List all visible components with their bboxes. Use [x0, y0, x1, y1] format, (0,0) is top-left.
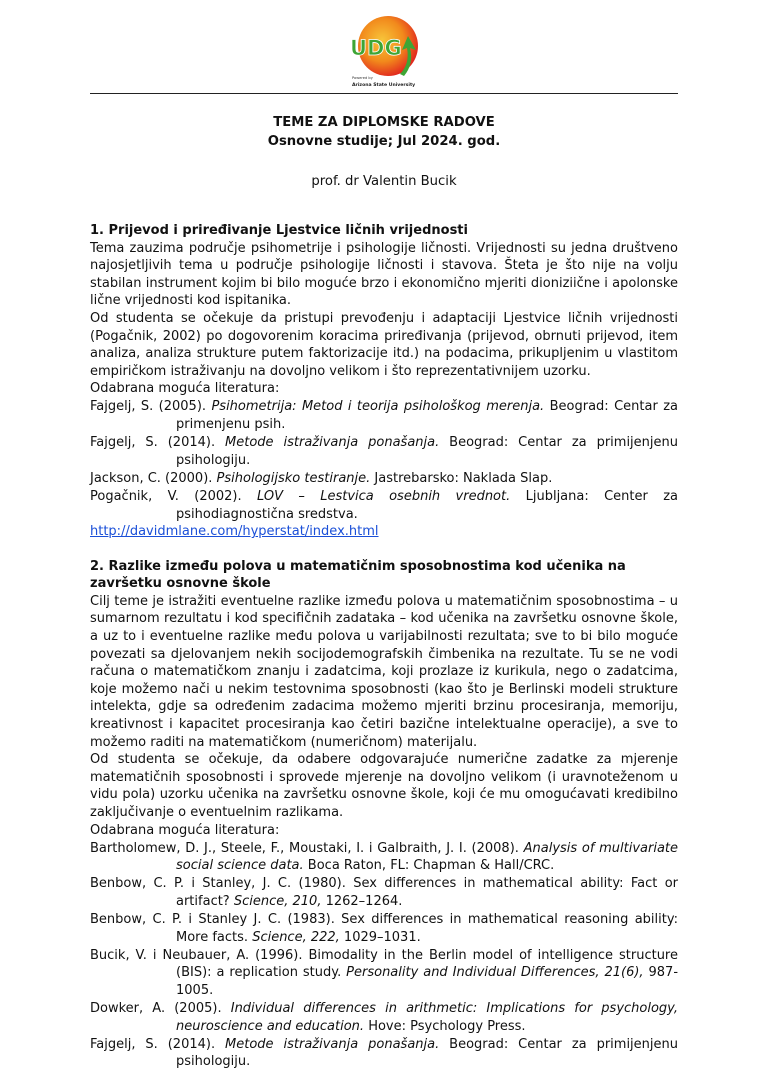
author: prof. dr Valentin Bucik: [311, 174, 457, 189]
logo-powered-by: Powered by: [352, 76, 373, 80]
reference-item: Bucik, V. i Neubauer, A. (1996). Bimodality in the Berlin model of intelligence structure (BIS): a replication study. Personality and Individual Differences, 21(6), 987-1005.: [90, 947, 679, 998]
udg-logo: [344, 12, 426, 94]
hyperstat-link[interactable]: http://davidmlane.com/hyperstat/index.html: [90, 524, 379, 540]
title-block: [90, 113, 678, 191]
document-title: TEME ZA DIPLOMSKE RADOVE: [273, 115, 495, 130]
reference-item: Benbow, C. P. i Stanley J. C. (1983). Sex differences in mathematical reasoning ability: More facts. Science, 222, 1029–1031.: [90, 912, 678, 945]
section-2-heading: 2. Razlike između polova u matematičnim sposobnostima kod učenika na završetku osnovne škole: [90, 558, 626, 592]
reference-item: Bartholomew, D. J., Steele, F., Moustaki, I. i Galbraith, J. I. (2008). Analysis of multivariate social science data. Boca Raton, FL: Chapman & Hall/CRC.: [90, 840, 679, 874]
reference-item: Jackson, C. (2000). Psihologijsko testiranje. Jastrebarsko: Naklada Slap.: [90, 470, 553, 486]
section-1-paragraph-2: Od studenta se očekuje da pristupi prevođenju i adaptaciji Ljestvice ličnih vrijednosti (Pogačnik, 2002) po dogovorenim koracima priređivanja (prijevod, obrnuti prijevod, item analiza, analiza strukture putem faktorizacije itd.) na podacima, prikupljenim u vlastitom empiričkom istraživanju na dovoljno velikom i što reprezentativnijem uzorku.: [90, 310, 678, 379]
section-1-literature-label: Odabrana moguća literatura:: [90, 381, 280, 397]
reference-item: Fajgelj, S. (2005). Psihometrija: Metod i teorija psihološkog merenja. Beograd: Centar za primenjenu psih.: [90, 399, 679, 433]
reference-item: Dowker, A. (2005). Individual differences in arithmetic: Implications for psychology, neuroscience and education. Hove: Psychology Press.: [90, 1001, 678, 1034]
section-2-paragraph-2: Od studenta se očekuje, da odabere odgovarajuće numerične zadatke za mjerenje matematičnih sposobnosti i sprovede mjerenje na dovoljno velikom (i uravnoteženom u vidu pola) uzorku učenika na završetku osnovne škole, koji će mu omogućavati kredibilno zaključivanje o eventuelnim razlikama.: [90, 752, 678, 820]
section-1-heading: 1. Prijevod i priređivanje Ljestvice ličnih vrijednosti: [90, 223, 468, 238]
reference-item: Benbow, C. P. i Stanley, J. C. (1980). Sex differences in mathematical ability: Fact or artifact? Science, 210, 1262–1264.: [90, 876, 678, 909]
logo-wordmark: UDG: [350, 36, 402, 60]
document-subtitle: Osnovne studije; Jul 2024. god.: [267, 134, 501, 149]
section-1-paragraph-1: Tema zauzima područje psihometrije i psihologije ličnosti. Vrijednosti su jedna društveno najosjetljivih tema u područje psihologije ličnosti i stavova. Šteta je što nije na volju stabilan instrument kojim bi bilo moguće brzo i ekonomično mjeriti dioniziične i apolonske lične vrijednosti kod ispitanika.: [90, 240, 678, 309]
logo-university: Arizona State University: [352, 83, 416, 88]
reference-item: Pogačnik, V. (2002). LOV – Lestvica osebnih vrednot. Ljubljana: Center za psihodiagnostična sredstva.: [90, 488, 679, 522]
header-rule: [90, 93, 678, 94]
document-body: [90, 222, 678, 1071]
reference-item: Fajgelj, S. (2014). Metode istraživanja ponašanja. Beograd: Centar za primijenjenu psihologiju.: [90, 435, 678, 468]
section-2-literature-label: Odabrana moguća literatura:: [90, 822, 280, 838]
section-2-paragraph-1: Cilj teme je istražiti eventuelne razlike između polova u matematičnim sposobnostima – u sumarnom rezultatu i kod specifičnih zadataka – kod učenika na završetku osnovne škole, a uz to i eventuelne razlike među polova u varijabilnosti rezultata; sve to bi bilo moguće povezati sa djelovanjem nekih socijodemografskih čimbenika na rezultate. Tu se ne vodi računa o matematičkom znanju i zadatcima, koji prozlaze iz kurikula, nego o zadatcima, koje možemo nači u nekim testovnima sposobnosti (kao što je Berlinski modeli strukture intelekta, gdje sa određenim zadacima možemo mjeriti brzinu procesiranja, memoriju, kreativnost i kapacitet procesiranja kao četiri bazične intelektualne operacije), a sve to možemo raditi na matematičkom (numeričnom) materijalu.: [90, 593, 678, 750]
section-gap: [90, 541, 678, 558]
reference-item: Fajgelj, S. (2014). Metode istraživanja ponašanja. Beograd: Centar za primijenjenu psihologiju.: [90, 1036, 678, 1070]
